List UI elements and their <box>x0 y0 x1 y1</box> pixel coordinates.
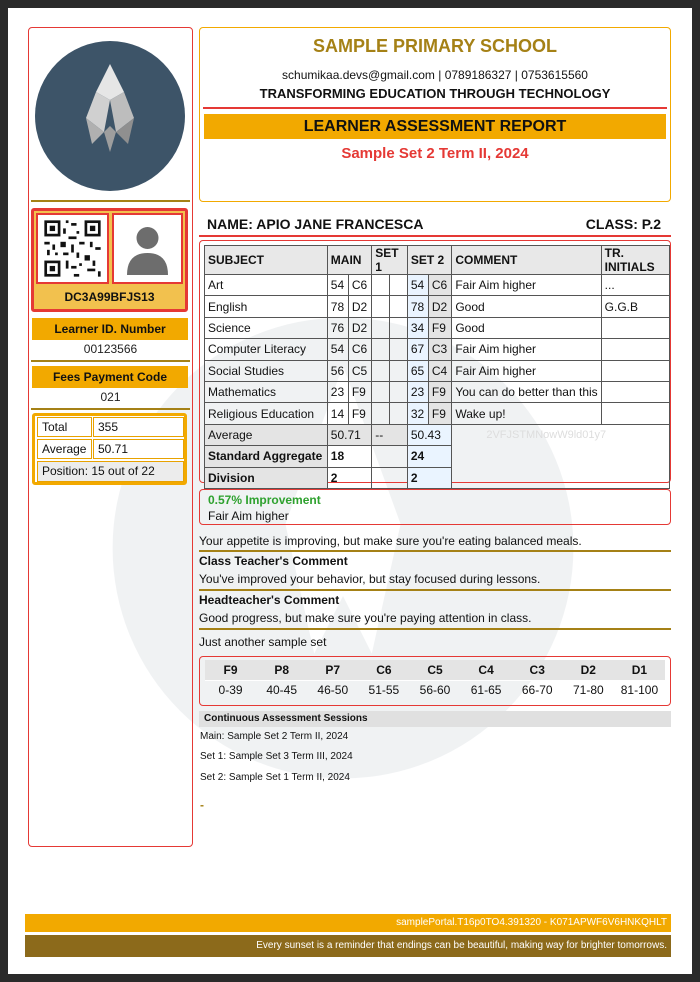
set1-grade-cell <box>390 317 407 338</box>
school-motto: TRANSFORMING EDUCATION THROUGH TECHNOLOGY <box>259 86 611 101</box>
grade-label: D1 <box>614 660 665 680</box>
comment-cell: Good <box>452 317 601 338</box>
set1-score-cell <box>372 360 390 381</box>
set2-grade-cell: F9 <box>428 381 451 402</box>
aggregate-set2: 24 <box>407 446 451 467</box>
comment-cell: Good <box>452 296 601 317</box>
set1-grade-cell <box>390 381 407 402</box>
grade-label: D2 <box>563 660 614 680</box>
set1-grade-cell <box>390 296 407 317</box>
school-header <box>199 27 671 202</box>
cas-set2: Set 2: Sample Set 1 Term II, 2024 <box>200 772 350 783</box>
table-row <box>205 296 670 317</box>
total-row <box>35 416 184 438</box>
table-row <box>205 403 670 424</box>
grade-range: 66-70 <box>512 680 563 700</box>
grade-label: P7 <box>307 660 358 680</box>
grade-range: 81-100 <box>614 680 665 700</box>
comment-cell: Fair Aim higher <box>452 339 601 360</box>
subject-cell: Computer Literacy <box>205 339 328 360</box>
learner-name-bar <box>199 208 671 237</box>
divider <box>199 589 671 591</box>
main-grade-cell: F9 <box>348 381 371 402</box>
summary-box <box>32 413 187 485</box>
set2-grade-cell: F9 <box>428 403 451 424</box>
grade-label: C3 <box>512 660 563 680</box>
grade-range: 51-55 <box>358 680 409 700</box>
set2-grade-cell: C4 <box>428 360 451 381</box>
initials-cell <box>601 317 669 338</box>
set2-score-cell: 67 <box>407 339 428 360</box>
grade-labels-row <box>205 660 665 680</box>
average-main: 50.71 <box>327 424 371 445</box>
average-label: Average <box>205 424 328 445</box>
set2-score-cell: 65 <box>407 360 428 381</box>
main-grade-cell: F9 <box>348 403 371 424</box>
position-text: Position: 15 out of 22 <box>37 461 184 482</box>
id-card <box>31 208 188 312</box>
grade-label: C6 <box>358 660 409 680</box>
initials-cell: ... <box>601 275 669 296</box>
quote-footer: Every sunset is a reminder that endings can be beautiful, making way for brighter tomorrows. <box>25 935 671 957</box>
subject-cell: Social Studies <box>205 360 328 381</box>
set1-grade-cell <box>390 339 407 360</box>
learner-photo-placeholder <box>112 213 183 284</box>
grade-label: C4 <box>461 660 512 680</box>
average-set1: -- <box>372 424 408 445</box>
set2-grade-cell: C6 <box>428 275 451 296</box>
set2-score-cell: 78 <box>407 296 428 317</box>
division-label: Division <box>205 467 328 488</box>
main-score-cell: 76 <box>327 317 348 338</box>
col-subject: SUBJECT <box>205 246 328 275</box>
grade-range: 61-65 <box>461 680 512 700</box>
set1-grade-cell <box>390 275 407 296</box>
main-grade-cell: C6 <box>348 275 371 296</box>
grade-range: 46-50 <box>307 680 358 700</box>
set2-grade-cell: D2 <box>428 296 451 317</box>
set1-grade-cell <box>390 360 407 381</box>
subject-cell: Mathematics <box>205 381 328 402</box>
results-table-box <box>199 240 671 483</box>
comment-cell: Wake up! <box>452 403 601 424</box>
initials-cell <box>601 381 669 402</box>
school-contact: schumikaa.devs@gmail.com | 0789186327 | 0753615560 <box>282 68 588 82</box>
subject-cell: English <box>205 296 328 317</box>
set2-score-cell: 23 <box>407 381 428 402</box>
grade-range: 71-80 <box>563 680 614 700</box>
cas-title: Continuous Assessment Sessions <box>199 711 671 727</box>
set1-score-cell <box>372 275 390 296</box>
subject-cell: Religious Education <box>205 403 328 424</box>
table-row <box>205 275 670 296</box>
grading-scale <box>199 656 671 706</box>
set2-score-cell: 32 <box>407 403 428 424</box>
improvement-message: Fair Aim higher <box>208 509 289 523</box>
average-set2: 50.43 <box>407 424 451 445</box>
subject-cell: Art <box>205 275 328 296</box>
learner-class: CLASS: P.2 <box>585 216 661 232</box>
grade-range: 56-60 <box>409 680 460 700</box>
col-main: MAIN <box>327 246 371 275</box>
fees-code-value: 021 <box>100 390 121 404</box>
set2-grade-cell: F9 <box>428 317 451 338</box>
class-teacher-comment: You've improved your behavior, but stay focused during lessons. <box>199 572 541 586</box>
cas-main: Main: Sample Set 2 Term II, 2024 <box>200 731 349 742</box>
main-score-cell: 78 <box>327 296 348 317</box>
cas-set1: Set 1: Sample Set 3 Term III, 2024 <box>200 751 353 762</box>
comment-cell: You can do better than this <box>452 381 601 402</box>
main-score-cell: 14 <box>327 403 348 424</box>
class-teacher-label: Class Teacher's Comment <box>199 554 348 568</box>
average-label: Average <box>37 439 92 459</box>
comment-cell: Fair Aim higher <box>452 360 601 381</box>
learner-name: NAME: APIO JANE FRANCESCA <box>207 216 424 232</box>
col-set1: SET 1 <box>372 246 408 275</box>
col-set2: SET 2 <box>407 246 451 275</box>
set2-score-cell: 54 <box>407 275 428 296</box>
report-page <box>8 8 692 974</box>
divider <box>199 628 671 630</box>
set1-score-cell <box>372 381 390 402</box>
divider <box>203 107 667 109</box>
aggregate-main: 18 <box>327 446 371 467</box>
aggregate-label: Standard Aggregate <box>205 446 328 467</box>
school-logo-icon <box>34 40 186 192</box>
main-score-cell: 23 <box>327 381 348 402</box>
main-grade-cell: C6 <box>348 339 371 360</box>
table-row <box>205 360 670 381</box>
portal-footer: samplePortal.T16p0TO4.391320 - K071APWF6V6HNKQHLT <box>25 914 671 932</box>
comment-cell: Fair Aim higher <box>452 275 601 296</box>
set1-score-cell <box>372 296 390 317</box>
average-row <box>35 438 184 460</box>
person-avatar-icon <box>114 215 181 282</box>
initials-cell <box>601 403 669 424</box>
division-main: 2 <box>327 467 371 488</box>
total-value: 355 <box>93 417 184 437</box>
total-label: Total <box>37 417 92 437</box>
col-initials: TR. INITIALS <box>601 246 669 275</box>
improvement-box <box>199 489 671 525</box>
grade-label: F9 <box>205 660 256 680</box>
qr-code-icon <box>38 215 107 282</box>
average-row <box>205 424 670 445</box>
learner-code: DC3A99BFJS13 <box>64 290 155 304</box>
results-table <box>204 245 670 489</box>
serial-cell <box>452 424 670 488</box>
set1-grade-cell <box>390 403 407 424</box>
main-grade-cell: C5 <box>348 360 371 381</box>
initials-cell <box>601 360 669 381</box>
head-teacher-label: Headteacher's Comment <box>199 593 340 607</box>
head-teacher-comment: Good progress, but make sure you're paying attention in class. <box>199 611 532 625</box>
set1-score-cell <box>372 317 390 338</box>
table-header-row <box>205 246 670 275</box>
grade-ranges-row <box>205 680 665 700</box>
grade-label: C5 <box>409 660 460 680</box>
learner-id-value: 00123566 <box>83 342 138 356</box>
grade-range: 40-45 <box>256 680 307 700</box>
table-row <box>205 381 670 402</box>
set1-score-cell <box>372 339 390 360</box>
division-set1 <box>372 467 408 488</box>
table-row <box>205 317 670 338</box>
note-text: Just another sample set <box>199 635 327 649</box>
report-set: Sample Set 2 Term II, 2024 <box>341 145 529 162</box>
main-grade-cell: D2 <box>348 296 371 317</box>
report-title: LEARNER ASSESSMENT REPORT <box>204 114 666 139</box>
initials-cell: G.G.B <box>601 296 669 317</box>
qr-code <box>36 213 109 284</box>
main-grade-cell: D2 <box>348 317 371 338</box>
serial-watermark: 2VFJSTMNowW9ld01y7 <box>486 428 607 441</box>
set2-score-cell: 34 <box>407 317 428 338</box>
main-score-cell: 54 <box>327 339 348 360</box>
table-row <box>205 339 670 360</box>
grade-label: P8 <box>256 660 307 680</box>
set2-grade-cell: C3 <box>428 339 451 360</box>
fees-code-label: Fees Payment Code <box>32 366 188 388</box>
division-set2: 2 <box>407 467 451 488</box>
main-score-cell: 54 <box>327 275 348 296</box>
learner-sidebar <box>28 27 193 847</box>
average-value: 50.71 <box>93 439 184 459</box>
initials-cell <box>601 339 669 360</box>
subject-cell: Science <box>205 317 328 338</box>
grade-range: 0-39 <box>205 680 256 700</box>
divider <box>199 550 671 552</box>
aggregate-set1 <box>372 446 408 467</box>
divider <box>31 200 190 202</box>
divider <box>31 360 190 362</box>
school-name: SAMPLE PRIMARY SCHOOL <box>312 36 558 56</box>
dash-mark: - <box>200 798 204 812</box>
col-comment: COMMENT <box>452 246 601 275</box>
learner-id-label: Learner ID. Number <box>32 318 188 340</box>
divider <box>31 408 190 410</box>
general-comment: Your appetite is improving, but make sure you're eating balanced meals. <box>199 534 582 548</box>
main-score-cell: 56 <box>327 360 348 381</box>
set1-score-cell <box>372 403 390 424</box>
improvement-title: 0.57% Improvement <box>208 493 321 507</box>
